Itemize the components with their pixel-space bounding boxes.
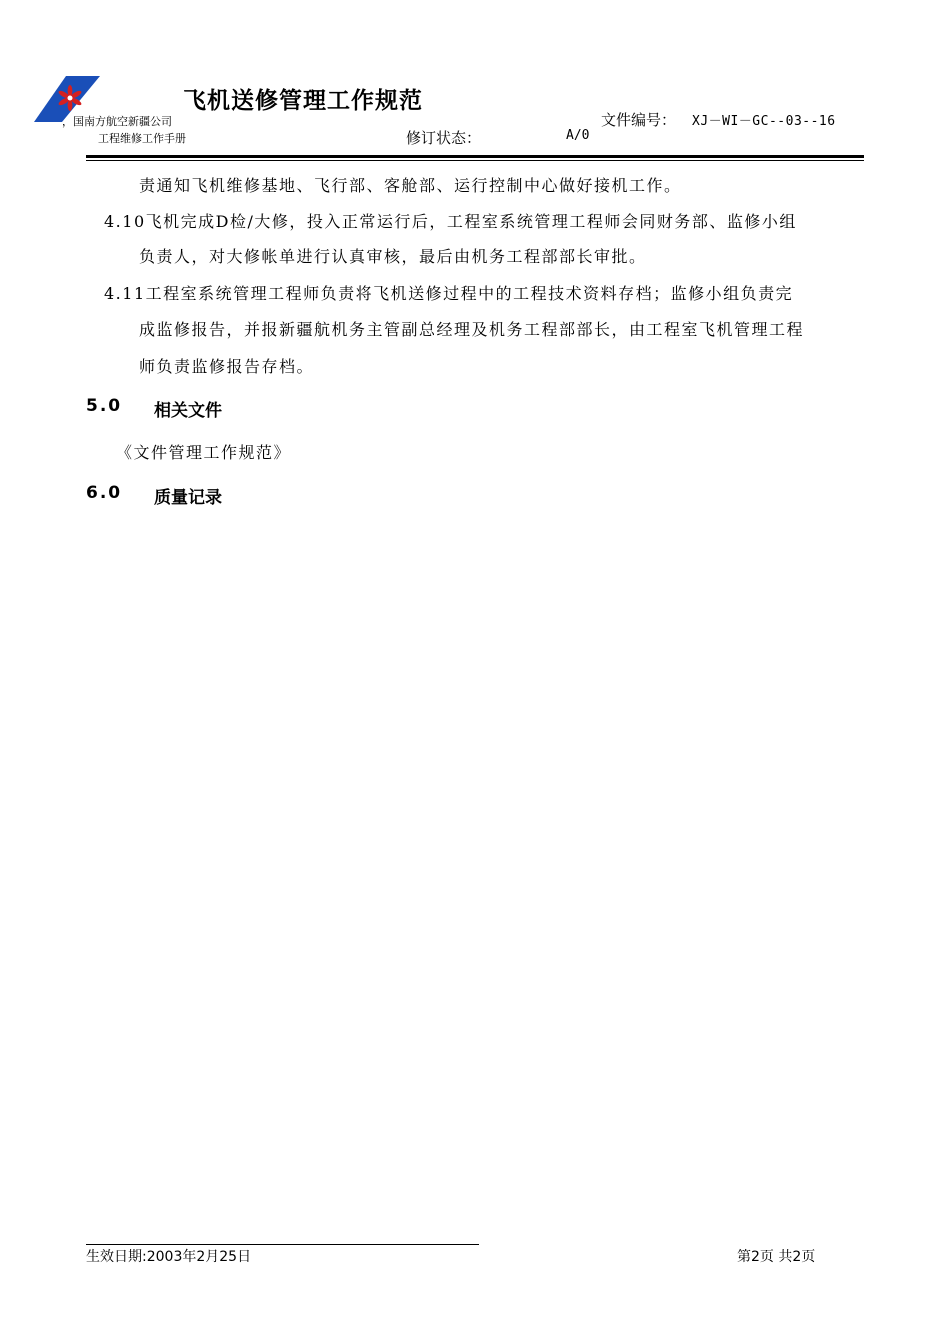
section-5-item: 《文件管理工作规范》 <box>116 443 292 462</box>
body-line: 责通知飞机维修基地、飞行部、客舱部、运行控制中心做好接机工作。 <box>139 176 682 195</box>
page-number: 第2页 共2页 <box>737 1249 816 1265</box>
body-line: 成监修报告，并报新疆航机务主管副总经理及机务工程部部长，由工程室飞机管理工程 <box>139 320 805 339</box>
section-6-title: 质量记录 <box>154 488 222 508</box>
footer-divider <box>86 1244 479 1245</box>
company-name: ，国南方航空新疆公司 <box>62 115 172 128</box>
manual-name: 工程维修工作手册 <box>98 132 186 145</box>
doc-number-value: XJ－WI－GC--03--16 <box>692 114 836 129</box>
section-6-number: 6.0 <box>86 483 123 503</box>
header-divider-thin <box>86 160 864 161</box>
revision-value: A/0 <box>566 128 590 143</box>
body-line: 师负责监修报告存档。 <box>139 357 315 376</box>
header-divider-thick <box>86 155 864 158</box>
effective-date: 生效日期:2003年2月25日 <box>86 1249 252 1265</box>
body-line: 4.11工程室系统管理工程师负责将飞机送修过程中的工程技术资料存档；监修小组负责完 <box>104 284 794 303</box>
section-5-number: 5.0 <box>86 396 123 416</box>
revision-label: 修订状态： <box>406 129 482 147</box>
section-5-title: 相关文件 <box>154 401 222 421</box>
document-title: 飞机送修管理工作规范 <box>183 88 423 114</box>
body-line: 4.10飞机完成D检/大修，投入正常运行后，工程室系统管理工程师会同财务部、监修小组 <box>104 212 797 231</box>
body-line: 负责人，对大修帐单进行认真审核，最后由机务工程部部长审批。 <box>139 247 647 266</box>
doc-number-label: 文件编号： <box>601 111 677 129</box>
